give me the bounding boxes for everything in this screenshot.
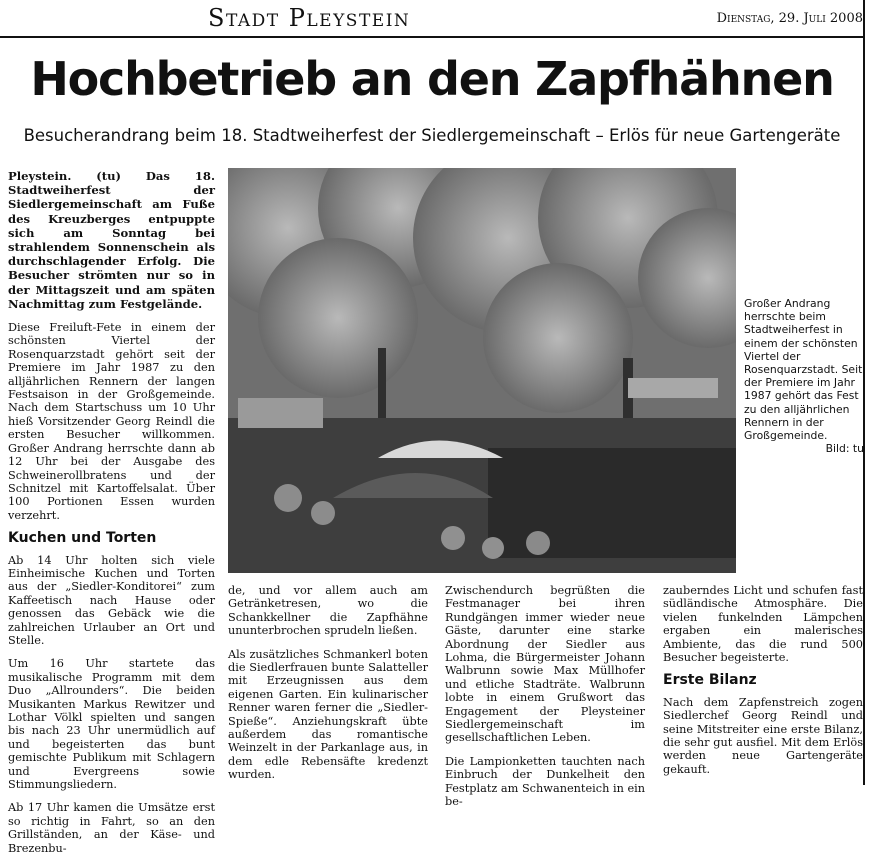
photo-caption — [744, 297, 864, 455]
festival-photo — [228, 168, 736, 573]
subheadline: Besucherandrang beim 18. Stadtweiherfest der Siedlergemeinschaft – Erlös für neue Gartengeräte — [23, 126, 841, 145]
column-4 — [663, 584, 863, 786]
paragraph: Diese Freiluft-Fete in einem der schönsten Viertel der Rosenquarzstadt gehört seit der Premiere im Jahr 1987 zu den alljährlichen Rennern der langen Festsaison in der Großgemeinde. Nach dem Startschuss um 10 Uhr hieß Vorsitzender Georg Reindl die ersten Besucher willkommen. Großer Andrang herrschte dann ab 12 Uhr bei der Ausgabe des Schweinerollbratens und der Schnitzel mit Kartoffelsalat. Über 100 Portionen Essen wurden verzehrt. — [8, 321, 215, 522]
paragraph: Nach dem Zapfenstreich zogen Siedlerchef Georg Reindl und seine Mitstreiter eine erste Bilanz, die sehr gut ausfiel. Mit dem Erlös werden neue Gartengeräte gekauft. — [663, 695, 863, 776]
lead-paragraph: Pleystein. (tu) Das 18. Stadtweiherfest der Siedlergemeinschaft am Fuße des Kreuzberges entpuppte sich am Sonntag bei strahlendem Sonnenschein als durchschlagender Erfolg. Die Besucher strömten nur so in der Mittagszeit und am späten Nachmittag zum Festgelände. — [8, 169, 215, 311]
headline: Hochbetrieb an den Zapfhähnen — [30, 52, 834, 106]
paragraph: de, und vor allem auch am Getränketresen, wo die Schankkellner die Zapfhähne ununterbrochen sprudeln ließen. — [228, 584, 428, 638]
column-2 — [228, 584, 428, 792]
column-3 — [445, 584, 645, 819]
subhead-bilanz: Erste Bilanz — [663, 672, 757, 689]
paragraph: Ab 14 Uhr holten sich viele Einheimische Kuchen und Torten aus der „Siedler-Konditorei“ zum Kaffeetisch nach Hause oder genossen das Gebäck wie die zahlreichen Urlauber an Ort und Stelle. — [8, 553, 215, 647]
paragraph: Ab 17 Uhr kamen die Umsätze erst so richtig in Fahrt, so an den Grillständen, an der Käse- und Brezenbu- — [8, 801, 215, 855]
paragraph: Als zusätzliches Schmankerl boten die Siedlerfrauen bunte Salatteller mit Erzeugnissen aus dem eigenen Garten. Ein kulinarischer Renner waren ferner die „Siedler-Spieße“. Anziehungskraft übte außerdem das romantische Weinzelt in der Parkanlage aus, in dem edle Rebensäfte kredenzt wurden. — [228, 647, 428, 782]
paragraph: Um 16 Uhr startete das musikalische Programm mit dem Duo „Allrounders“. Die beiden Musikanten Markus Rewitzer und Lothar Völkl spielten und sangen bis nach 23 Uhr unermüdlich auf und begeisterten das bunt gemischte Publikum mit Schlagern und Evergreens sowie Stimmungsliedern. — [8, 657, 215, 792]
photo-illustration — [228, 168, 736, 573]
subhead-kuchen: Kuchen und Torten — [8, 530, 157, 547]
paragraph: Die Lampionketten tauchten nach Einbruch der Dunkelheit den Festplatz am Schwanenteich in ein be- — [445, 754, 646, 809]
caption-text: Großer Andrang herrschte beim Stadtweiherfest in einem der schönsten Viertel der Rosenquarzstadt. Seit der Premiere im Jahr 1987 gehört das Fest zu den alljährlichen Rennern in der Großgemeinde. — [744, 297, 863, 443]
paragraph: Zwischendurch begrüßten die Festmanager bei ihren Rundgängen immer wieder neue Gäste, darunter eine starke Abordnung der Siedler aus Lohma, die Bürgermeister Johann Walbrunn sowie Max Müllhofer und etliche Stadträte. Walbrunn lobte in einem Grußwort das Engagement der Pleysteiner Siedlergemeinschaft im gesellschaftlichen Leben. — [445, 584, 645, 745]
paragraph: zauberndes Licht und schufen fast südländische Atmosphäre. Die vielen funkelnden Lämpchen ergaben ein malerisches Ambiente, das die rund 500 Besucher begeisterte. — [663, 584, 863, 665]
section-name: Stadt Pleystein — [208, 4, 411, 32]
column-1 — [8, 169, 215, 865]
photo-credit: Bild: tu — [825, 442, 864, 456]
issue-date: Dienstag, 29. Juli 2008 — [716, 11, 863, 26]
header-rule — [0, 36, 864, 38]
